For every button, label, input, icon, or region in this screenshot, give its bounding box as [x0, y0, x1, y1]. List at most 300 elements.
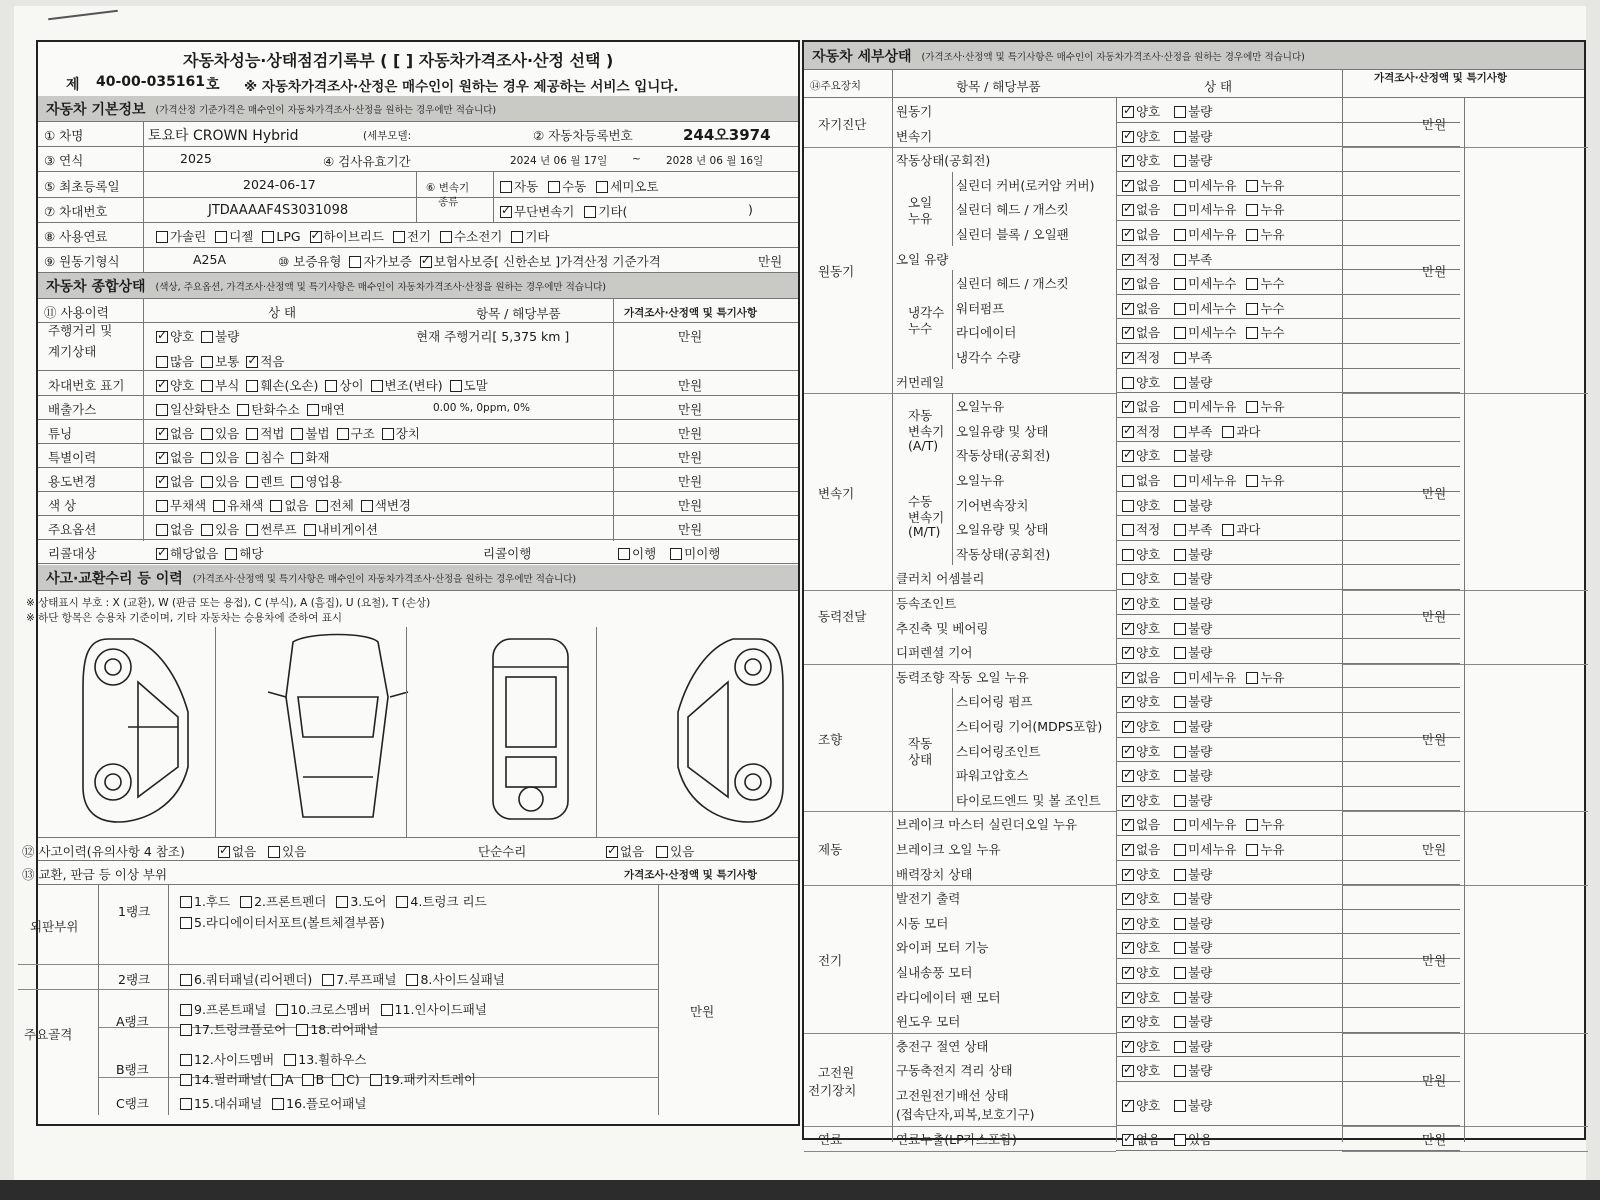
detail-checkbox[interactable]: [1246, 204, 1258, 216]
detail-checkbox[interactable]: [1246, 672, 1258, 684]
detail-checkbox[interactable]: [1174, 549, 1186, 561]
checkbox-cvt[interactable]: [500, 206, 512, 218]
detail-subgroup-label: (A/T): [908, 438, 939, 454]
checkbox-gasoline[interactable]: [156, 231, 168, 243]
detail-item: 발전기 출력: [896, 891, 961, 907]
checkbox-roof-panel[interactable]: [322, 974, 334, 986]
detail-checkbox[interactable]: [1122, 893, 1134, 905]
detail-option-label: 불량: [1188, 915, 1213, 931]
detail-option-label: 불량: [1188, 497, 1213, 513]
checkbox-self-warranty[interactable]: [349, 256, 361, 268]
detail-option-label: 양호: [1136, 645, 1161, 661]
overall-vline-1: [143, 299, 144, 541]
detail-checkbox[interactable]: [1174, 893, 1186, 905]
detail-options: [1122, 299, 1285, 317]
detail-checkbox[interactable]: [1174, 1100, 1186, 1112]
rankA-items: [180, 1000, 487, 1018]
detail-checkbox[interactable]: [1122, 1016, 1134, 1028]
detail-option-label: 없음: [1136, 669, 1161, 685]
detail-checkbox[interactable]: [1174, 377, 1186, 389]
overall-unit: 만원: [678, 498, 703, 513]
checkbox-trans-etc[interactable]: [584, 206, 596, 218]
overall-row-options: [156, 376, 488, 394]
checkbox-pillar-b[interactable]: [302, 1074, 314, 1086]
overall-row-options: [156, 327, 239, 345]
subgroup-vline: [952, 172, 953, 246]
detail-checkbox[interactable]: [1122, 942, 1134, 954]
rankA-label: A랭크: [116, 1014, 149, 1029]
detail-option-label: 양호: [1136, 1098, 1161, 1113]
warranty: [278, 252, 661, 270]
detail-checkbox[interactable]: [1174, 1016, 1186, 1028]
overall-checkbox[interactable]: [225, 548, 237, 560]
detail-checkbox[interactable]: [1122, 844, 1134, 856]
rank1-items-2: [180, 913, 385, 931]
checkbox-pillar-c[interactable]: [332, 1074, 344, 1086]
detail-checkbox[interactable]: [1122, 967, 1134, 979]
checkbox-electric[interactable]: [393, 231, 405, 243]
detail-item: 원동기: [896, 104, 933, 119]
overall-checkbox[interactable]: [201, 452, 213, 464]
detail-checkbox[interactable]: [1122, 992, 1134, 1004]
detail-checkbox[interactable]: [1122, 696, 1134, 708]
col-detail-state: 상 태: [1204, 79, 1233, 94]
detail-checkbox[interactable]: [1122, 1065, 1134, 1077]
overall-row-label: 색 상: [48, 498, 77, 513]
detail-checkbox[interactable]: [1122, 721, 1134, 733]
detail-group-label: 고전원: [818, 1065, 855, 1081]
detail-checkbox[interactable]: [1122, 303, 1134, 315]
detail-checkbox[interactable]: [1122, 1100, 1134, 1112]
detail-subgroup-label: 변속기: [908, 510, 945, 526]
detail-item: 시동 모터: [896, 915, 949, 931]
detail-checkbox[interactable]: [1174, 942, 1186, 954]
detail-checkbox[interactable]: [1174, 1041, 1186, 1053]
price-divider: [1342, 1151, 1588, 1152]
detail-option-label: 미세누유: [1188, 817, 1237, 833]
checkbox-cross-member[interactable]: [276, 1004, 288, 1016]
checkbox-radiator-support[interactable]: [180, 917, 192, 929]
year: 2025: [180, 151, 212, 166]
checkbox-quarter-panel[interactable]: [180, 974, 192, 986]
checkbox-trunk-lid[interactable]: [396, 896, 408, 908]
overall-checkbox[interactable]: [382, 428, 394, 440]
form-no-suffix: 호: [206, 77, 220, 93]
detail-checkbox[interactable]: [1174, 475, 1186, 487]
detail-checkbox[interactable]: [1246, 229, 1258, 241]
checkbox-manual[interactable]: [548, 181, 560, 193]
overall-option-label: 무채색: [170, 498, 207, 513]
detail-unit: 만원: [1422, 264, 1447, 280]
detail-checkbox[interactable]: [1122, 549, 1134, 561]
checkbox-insurance-warranty[interactable]: [420, 256, 432, 268]
detail-options: [1122, 865, 1212, 883]
checkbox-dash-panel[interactable]: [180, 1098, 192, 1110]
overall-checkbox[interactable]: [246, 452, 258, 464]
checkbox-simple-yes[interactable]: [656, 846, 668, 858]
detail-checkbox[interactable]: [1174, 155, 1186, 167]
detail-item: 워터펌프: [956, 300, 1005, 316]
checkbox-door[interactable]: [336, 896, 348, 908]
overall-checkbox[interactable]: [246, 476, 258, 488]
detail-option-label: 불량: [1188, 694, 1213, 710]
detail-unit: 만원: [1422, 485, 1447, 501]
detail-checkbox[interactable]: [1174, 254, 1186, 266]
detail-checkbox[interactable]: [1122, 819, 1134, 831]
detail-option-label: 미세누수: [1188, 300, 1237, 316]
detail-options: [1122, 520, 1260, 538]
detail-checkbox[interactable]: [1122, 352, 1134, 364]
rank2-label: 2랭크: [118, 972, 151, 987]
detail-checkbox[interactable]: [1122, 229, 1134, 241]
mileage-level-checkbox[interactable]: [246, 356, 258, 368]
detail-group-label: 제동: [818, 842, 843, 858]
overall-checkbox[interactable]: [156, 404, 168, 416]
detail-checkbox[interactable]: [1174, 524, 1186, 536]
detail-checkbox[interactable]: [1122, 106, 1134, 118]
detail-options: [1122, 692, 1212, 710]
checkbox-rear-panel[interactable]: [296, 1024, 308, 1036]
detail-checkbox[interactable]: [1174, 573, 1186, 585]
checkbox-hydrogen[interactable]: [440, 231, 452, 243]
checkbox-hybrid[interactable]: [310, 231, 322, 243]
row-engine: [38, 248, 798, 273]
detail-options: [1122, 348, 1212, 366]
overall-checkbox[interactable]: [304, 524, 316, 536]
detail-checkbox[interactable]: [1174, 795, 1186, 807]
detail-item: 와이퍼 모터 기능: [896, 940, 989, 956]
legend-1: ※ 상태표시 부호 : X (교환), W (판금 또는 용접), C (부식), A (흠집), U (요철), T (손상): [26, 597, 431, 609]
checkbox-side-member[interactable]: [180, 1054, 192, 1066]
overall-checkbox[interactable]: [201, 380, 213, 392]
detail-group-label: 조향: [818, 731, 843, 747]
detail-checkbox[interactable]: [1122, 475, 1134, 487]
parts-vline-1: [98, 885, 99, 1115]
detail-checkbox[interactable]: [1122, 155, 1134, 167]
overall-checkbox[interactable]: [201, 428, 213, 440]
overall-checkbox[interactable]: [361, 500, 373, 512]
detail-options: [1122, 742, 1212, 760]
col-state: 상 태: [268, 305, 297, 320]
detail-checkbox[interactable]: [1122, 131, 1134, 143]
group-divider: [804, 147, 1116, 148]
overall-option-label: 없음: [170, 474, 195, 489]
overall-option-label: 있음: [215, 426, 240, 441]
col-price: 가격조사·산정액 및 특기사항: [624, 307, 758, 319]
detail-group-label: 자기진단: [818, 116, 867, 132]
checkbox-wheel-house[interactable]: [284, 1054, 296, 1066]
rank1-items: [180, 892, 487, 910]
overall-checkbox[interactable]: [246, 524, 258, 536]
detail-checkbox[interactable]: [1174, 869, 1186, 881]
detail-checkbox[interactable]: [1174, 426, 1186, 438]
detail-checkbox[interactable]: [1122, 401, 1134, 413]
detail-checkbox[interactable]: [1174, 918, 1186, 930]
detail-checkbox[interactable]: [1174, 450, 1186, 462]
detail-item: 실린더 블록 / 오일팬: [956, 227, 1069, 242]
detail-checkbox[interactable]: [1174, 746, 1186, 758]
detail-checkbox[interactable]: [1174, 770, 1186, 782]
overall-option-label: 화재: [305, 450, 330, 465]
overall-checkbox[interactable]: [450, 380, 462, 392]
overall-checkbox[interactable]: [156, 524, 168, 536]
detail-checkbox[interactable]: [1246, 180, 1258, 192]
overall-checkbox[interactable]: [156, 428, 168, 440]
detail-item: 기어변속장치: [956, 497, 1029, 513]
detail-checkbox[interactable]: [1246, 327, 1258, 339]
checkbox-hood[interactable]: [180, 896, 192, 908]
overall-checkbox[interactable]: [291, 476, 303, 488]
row-vin: [38, 198, 798, 223]
overall-option-label: 적법: [260, 426, 285, 441]
detail-option-label: 부족: [1188, 423, 1213, 439]
label-fuel: ⑧ 사용연료: [44, 229, 108, 244]
detail-checkbox[interactable]: [1174, 1134, 1186, 1146]
overall-option-label: 썬루프: [260, 522, 297, 537]
checkbox-auto[interactable]: [500, 181, 512, 193]
detail-checkbox[interactable]: [1246, 819, 1258, 831]
overall-checkbox[interactable]: [237, 404, 249, 416]
detail-vline-1: [892, 70, 893, 1142]
overall-checkbox[interactable]: [307, 404, 319, 416]
detail-checkbox[interactable]: [1174, 844, 1186, 856]
detail-option-label: 양호: [1136, 128, 1161, 144]
detail-unit: 만원: [1422, 1132, 1447, 1148]
overall-checkbox[interactable]: [291, 428, 303, 440]
detail-checkbox[interactable]: [1246, 401, 1258, 413]
detail-section-note: (가격조사·산정액 및 특기사항은 매수인이 자동차가격조사·산정을 원하는 경우에만 적습니다): [921, 51, 1305, 63]
detail-options: [1122, 1061, 1212, 1079]
detail-checkbox[interactable]: [1122, 180, 1134, 192]
checkbox-package-tray[interactable]: [370, 1074, 382, 1086]
detail-checkbox[interactable]: [1246, 303, 1258, 315]
mileage-level-checkbox[interactable]: [201, 356, 213, 368]
detail-checkbox[interactable]: [1122, 598, 1134, 610]
opt-simple-none: 없음: [620, 844, 645, 859]
detail-checkbox[interactable]: [1174, 819, 1186, 831]
detail-checkbox[interactable]: [1246, 844, 1258, 856]
car-front-view: [268, 635, 408, 818]
checkbox-simple-none[interactable]: [606, 846, 618, 858]
detail-option-label: 있음: [1188, 1132, 1213, 1147]
detail-checkbox[interactable]: [1174, 721, 1186, 733]
checkbox-accident-none[interactable]: [218, 846, 230, 858]
detail-checkbox[interactable]: [1174, 992, 1186, 1004]
overall-checkbox[interactable]: [246, 428, 258, 440]
checkbox-front-panel[interactable]: [180, 1004, 192, 1016]
detail-checkbox[interactable]: [1122, 573, 1134, 585]
overall-row: [38, 540, 798, 564]
checkbox-diesel[interactable]: [215, 231, 227, 243]
checkbox-fuel-etc[interactable]: [511, 231, 523, 243]
checkbox-accident-yes[interactable]: [268, 846, 280, 858]
checkbox-pillar-panel[interactable]: [180, 1074, 192, 1086]
detail-checkbox[interactable]: [1174, 229, 1186, 241]
overall-checkbox[interactable]: [213, 500, 225, 512]
overall-checkbox[interactable]: [291, 452, 303, 464]
label-engine: ⑨ 원동기형식: [44, 254, 120, 269]
detail-checkbox[interactable]: [1174, 204, 1186, 216]
overall-checkbox[interactable]: [201, 331, 213, 343]
overall-checkbox[interactable]: [156, 380, 168, 392]
detail-checkbox[interactable]: [1174, 598, 1186, 610]
row-accident-history: [22, 837, 798, 861]
price-divider: [1342, 147, 1588, 148]
inspect-tilde: ~: [632, 153, 641, 165]
detail-checkbox[interactable]: [1174, 1065, 1186, 1077]
detail-option-label: 양호: [1136, 1063, 1161, 1079]
detail-checkbox[interactable]: [1174, 401, 1186, 413]
overall-checkbox[interactable]: [156, 500, 168, 512]
detail-checkbox[interactable]: [1122, 869, 1134, 881]
detail-checkbox[interactable]: [1122, 426, 1134, 438]
detail-options: [1122, 1012, 1212, 1030]
detail-option-label: 불량: [1188, 891, 1213, 907]
detail-options: [1122, 397, 1285, 415]
detail-checkbox[interactable]: [1174, 967, 1186, 979]
detail-option-label: 불량: [1188, 1014, 1213, 1030]
checkbox-side-sill[interactable]: [406, 974, 418, 986]
part-side-sill: 8.사이드실패널: [420, 972, 505, 987]
overall-checkbox[interactable]: [201, 476, 213, 488]
detail-checkbox[interactable]: [1122, 795, 1134, 807]
reg-no: 244오3974: [683, 126, 771, 144]
detail-checkbox[interactable]: [1122, 204, 1134, 216]
detail-checkbox[interactable]: [1122, 450, 1134, 462]
detail-item: 실린더 헤드 / 개스킷: [956, 276, 1069, 292]
detail-checkbox[interactable]: [1174, 500, 1186, 512]
detail-option-label: 부족: [1188, 251, 1213, 267]
parts-vline-2: [168, 885, 169, 1115]
detail-checkbox[interactable]: [1174, 303, 1186, 315]
overall-option-label: 전체: [329, 498, 354, 513]
overall-checkbox[interactable]: [246, 380, 258, 392]
detail-checkbox[interactable]: [1222, 426, 1234, 438]
detail-checkbox[interactable]: [1174, 647, 1186, 659]
label-warranty: ⑩ 보증유형: [278, 254, 342, 269]
detail-checkbox[interactable]: [1122, 746, 1134, 758]
detail-checkbox[interactable]: [1174, 106, 1186, 118]
detail-checkbox[interactable]: [1122, 327, 1134, 339]
detail-checkbox[interactable]: [1122, 1134, 1134, 1146]
detail-item: 디퍼렌셜 기어: [896, 645, 973, 661]
detail-options: [1122, 914, 1212, 932]
detail-checkbox[interactable]: [1122, 1041, 1134, 1053]
detail-checkbox[interactable]: [1122, 500, 1134, 512]
checkbox-floor-panel[interactable]: [272, 1098, 284, 1110]
detail-checkbox[interactable]: [1174, 672, 1186, 684]
overall-checkbox[interactable]: [156, 548, 168, 560]
inspect-to: 2028 년 06 월 16일: [666, 155, 764, 167]
overall-checkbox[interactable]: [337, 428, 349, 440]
label-reg-no: ② 자동차등록번호: [533, 128, 633, 143]
detail-checkbox[interactable]: [1122, 672, 1134, 684]
checkbox-lpg[interactable]: [262, 231, 274, 243]
overall-checkbox[interactable]: [316, 500, 328, 512]
checkbox-pillar-a[interactable]: [271, 1074, 283, 1086]
detail-checkbox[interactable]: [1174, 180, 1186, 192]
detail-item: 충전구 절연 상태: [896, 1038, 989, 1054]
part-inside-panel: 11.인사이드패널: [394, 1002, 487, 1017]
detail-option-label: 양호: [1136, 965, 1161, 980]
detail-checkbox[interactable]: [1122, 278, 1134, 290]
overall-option-label: 내비게이션: [317, 522, 378, 537]
checkbox-inside-panel[interactable]: [381, 1004, 393, 1016]
detail-option-label: 누수: [1260, 325, 1285, 341]
detail-checkbox[interactable]: [1122, 647, 1134, 659]
detail-checkbox[interactable]: [1174, 278, 1186, 290]
overall-row-options: [156, 472, 342, 490]
detail-group-label: 원동기: [818, 264, 855, 280]
detail-item: 냉각수 수량: [956, 350, 1021, 365]
overall-checkbox[interactable]: [371, 380, 383, 392]
detail-option-label: 없음: [1136, 817, 1161, 833]
parts-line-1: [18, 964, 658, 965]
overall-col-header: [38, 299, 798, 323]
detail-checkbox[interactable]: [1246, 475, 1258, 487]
overall-checkbox[interactable]: [156, 476, 168, 488]
detail-checkbox[interactable]: [1122, 254, 1134, 266]
checkbox-trunk-floor[interactable]: [180, 1024, 192, 1036]
trans-opts: [500, 177, 659, 195]
detail-option-label: 부족: [1188, 350, 1213, 365]
rank1-label: 1랭크: [118, 904, 151, 919]
detail-item: 오일누유: [956, 473, 1005, 488]
parts-line-2: [18, 989, 658, 990]
overall-row-label: 주행거리 및: [48, 323, 113, 338]
part-package-tray: 19.패키지트레이: [383, 1072, 477, 1087]
detail-checkbox[interactable]: [1122, 918, 1134, 930]
detail-checkbox[interactable]: [1122, 770, 1134, 782]
overall-row-label: 배출가스: [48, 402, 97, 417]
detail-checkbox[interactable]: [1174, 623, 1186, 635]
row-fuel: [38, 223, 798, 248]
overall-checkbox[interactable]: [270, 500, 282, 512]
detail-subgroup-label: 상태: [908, 751, 933, 767]
overall-checkbox[interactable]: [325, 380, 337, 392]
detail-checkbox[interactable]: [1174, 327, 1186, 339]
overall-checkbox[interactable]: [156, 452, 168, 464]
detail-checkbox[interactable]: [1174, 352, 1186, 364]
overall-checkbox[interactable]: [156, 331, 168, 343]
detail-checkbox[interactable]: [1174, 131, 1186, 143]
detail-checkbox[interactable]: [1174, 696, 1186, 708]
mileage-level-checkbox[interactable]: [156, 356, 168, 368]
detail-option-label: 없음: [1136, 399, 1161, 415]
detail-item: 스티어링 기어(MDPS포함): [956, 719, 1103, 734]
checkbox-semi[interactable]: [596, 181, 608, 193]
detail-option-label: 불량: [1188, 940, 1213, 956]
detail-option-label: 불량: [1188, 965, 1213, 980]
overall-checkbox[interactable]: [201, 524, 213, 536]
detail-checkbox[interactable]: [1122, 524, 1134, 536]
detail-item: 오일누유: [956, 399, 1005, 415]
detail-checkbox[interactable]: [1122, 377, 1134, 389]
overall-option-label: 일산화탄소: [170, 402, 231, 417]
simple-repair-opts: [606, 842, 694, 860]
recall-checkbox[interactable]: [618, 548, 630, 560]
detail-checkbox[interactable]: [1246, 278, 1258, 290]
subgroup-vline: [952, 467, 953, 565]
first-reg: 2024-06-17: [243, 177, 316, 192]
overall-option-label: 침수: [260, 450, 285, 465]
rank2-items: [180, 970, 505, 988]
checkbox-front-fender[interactable]: [240, 896, 252, 908]
trans-opts-2: [500, 202, 627, 220]
detail-checkbox[interactable]: [1222, 524, 1234, 536]
detail-checkbox[interactable]: [1122, 623, 1134, 635]
recall-checkbox[interactable]: [670, 548, 682, 560]
